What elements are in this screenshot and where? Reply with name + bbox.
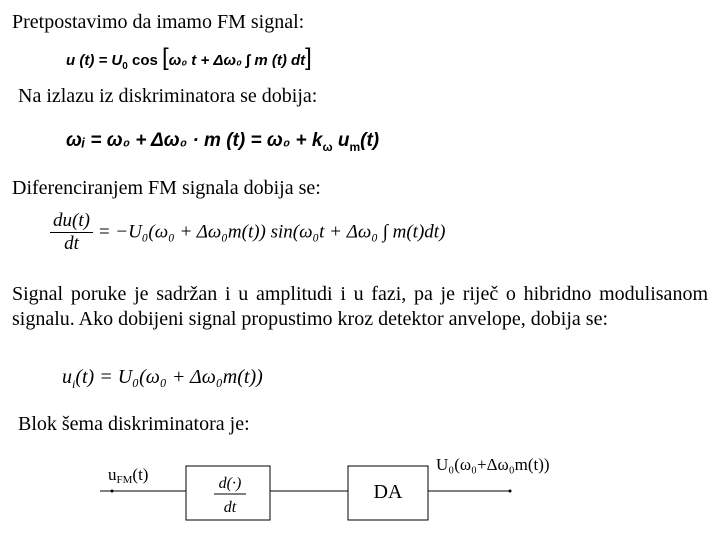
intro-text: Pretpostavimo da imamo FM signal: [12, 11, 305, 33]
block-scheme-text: Blok šema diskriminatora je: [18, 413, 250, 435]
disc-text: ωᵢ = ω₀ + Δω₀ · m (t) = ω₀ + k [66, 130, 323, 151]
da-label: DA [373, 481, 403, 503]
derivative-den: dt [64, 233, 79, 254]
fm-lhs: u (t) = U [66, 52, 123, 69]
disc-k-sub: ω [322, 139, 333, 154]
disc-tail-end: (t) [360, 130, 380, 151]
fm-inner: ω₀ t + Δω₀ ∫ m (t) dt [168, 52, 306, 69]
diff-num: d(·) [218, 475, 242, 492]
env-lhs-sub: i [72, 377, 76, 391]
env-rhs: (t) = U₀(ω₀ + Δω₀m(t)) [75, 366, 263, 388]
fm-lhs-sub: 0 [122, 61, 128, 72]
hybrid-paragraph: Signal poruke je sadržan i u amplitudi i u fazi, pa je riječ o hibridno modulisanom signalu. Ako dobijeni signal propustimo kroz detektor anvelope, dobija se: [12, 283, 708, 330]
disc-tail: u [337, 130, 350, 151]
derivative-num: du(t) [50, 210, 93, 233]
derivative-rhs: = −U₀(ω₀ + Δω₀m(t)) sin(ω₀t + Δω₀ ∫ m(t)dt) [97, 221, 446, 243]
discriminator-output-text: Na izlazu iz diskriminatora se dobija: [18, 85, 318, 107]
differentiation-text: Diferenciranjem FM signala dobija se: [12, 177, 321, 199]
input-dot [111, 490, 114, 493]
env-lhs: u [62, 366, 72, 388]
input-label: uFM(t) [108, 465, 149, 486]
fm-func: cos [131, 52, 158, 69]
fm-signal-equation: u $(t) = U_0$ cos [ω₀ t + Δω₀ ∫ m (t) dt] [66, 44, 312, 72]
diff-den: dt [223, 499, 237, 516]
disc-tail-sub: m [349, 139, 361, 154]
output-label: U₀(ω₀+Δω₀m(t)) [436, 455, 550, 474]
output-dot [509, 490, 512, 493]
